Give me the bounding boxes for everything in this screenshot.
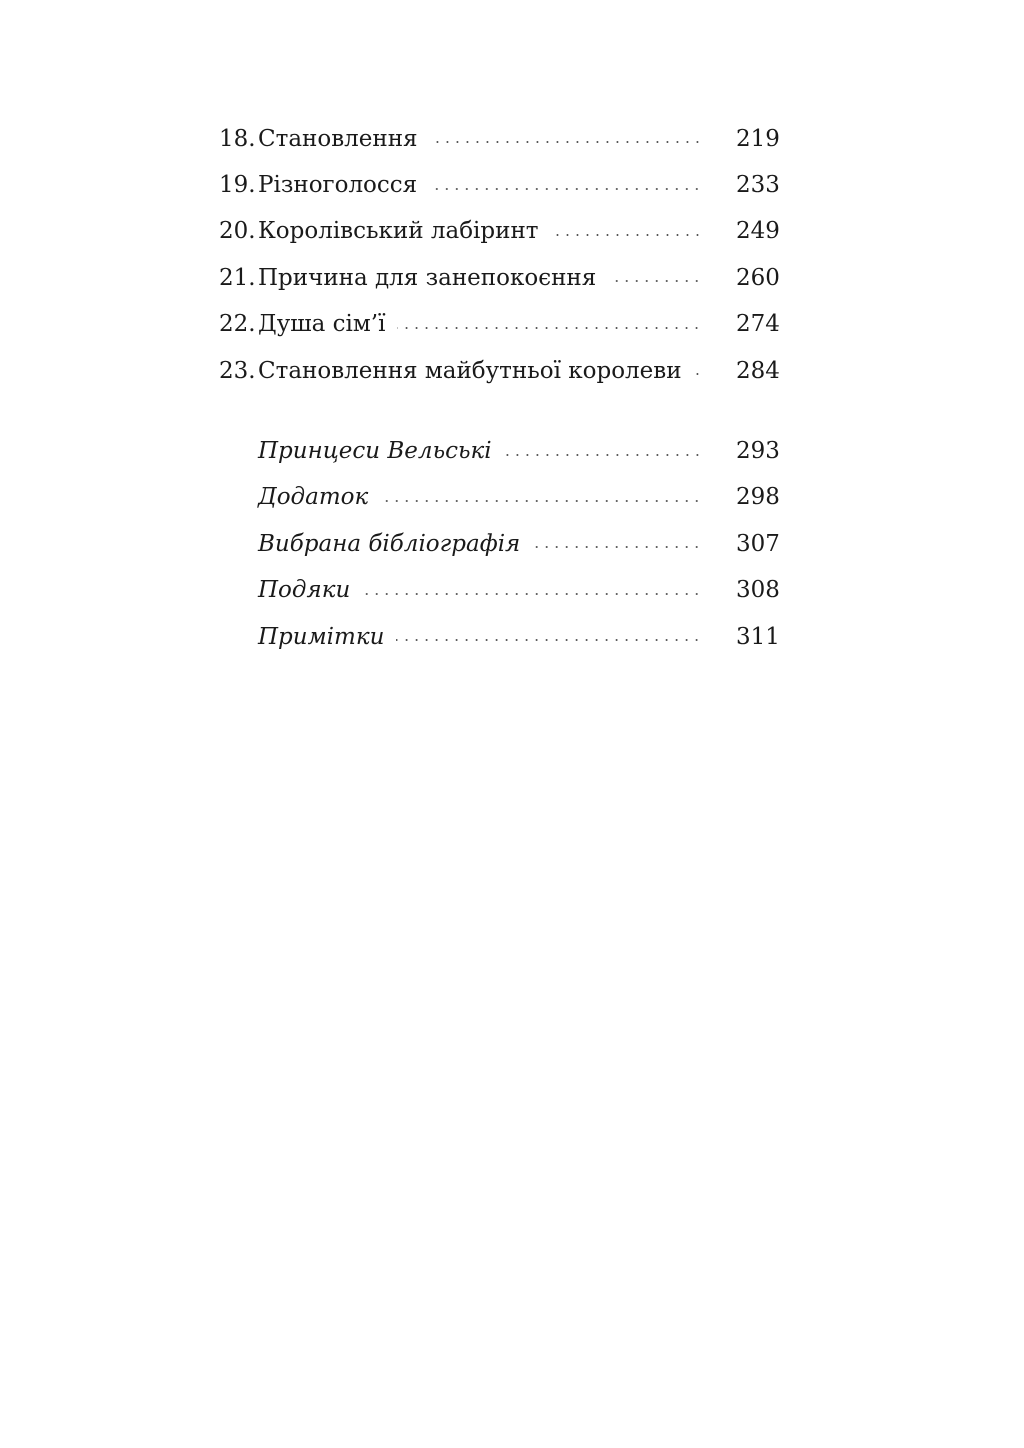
toc-entry-back-matter bbox=[219, 475, 780, 521]
toc-entry-chapter-22 bbox=[219, 302, 780, 348]
chapter-number: 19. bbox=[219, 172, 256, 199]
page-number: 308 bbox=[736, 577, 780, 604]
chapter-number: 21. bbox=[219, 264, 256, 291]
page-number: 274 bbox=[736, 311, 780, 338]
dot-leader bbox=[362, 593, 702, 595]
dot-leader bbox=[397, 327, 702, 329]
chapter-title: Становлення bbox=[258, 125, 418, 152]
back-matter-title: Примітки bbox=[258, 623, 385, 650]
chapter-title: Причина для занепокоєння bbox=[258, 264, 597, 291]
chapter-title: Душа сім’ї bbox=[258, 311, 386, 338]
page-number: 311 bbox=[736, 623, 780, 650]
back-matter-title: Принцеси Вельські bbox=[258, 438, 492, 465]
chapter-number: 23. bbox=[219, 357, 256, 384]
dot-leader bbox=[694, 373, 702, 375]
chapter-title: Королівський лабіринт bbox=[258, 218, 539, 245]
page-number: 219 bbox=[736, 125, 780, 152]
page-number: 284 bbox=[736, 357, 780, 384]
chapter-number: 18. bbox=[219, 125, 256, 152]
toc-entry-back-matter bbox=[219, 614, 780, 660]
page-number: 293 bbox=[736, 438, 780, 465]
back-matter-title: Вибрана бібліографія bbox=[258, 530, 521, 557]
chapter-title: Становлення майбутньої королеви bbox=[258, 357, 682, 384]
dot-leader bbox=[551, 234, 702, 236]
table-of-contents bbox=[219, 116, 780, 660]
toc-entry-back-matter bbox=[219, 521, 780, 567]
dot-leader bbox=[504, 454, 702, 456]
dot-leader bbox=[396, 639, 702, 641]
toc-entry-chapter-23 bbox=[219, 348, 780, 394]
page-number: 260 bbox=[736, 264, 780, 291]
page-number: 298 bbox=[736, 484, 780, 511]
dot-leader bbox=[532, 546, 702, 548]
page-number: 233 bbox=[736, 172, 780, 199]
toc-entry-chapter-18 bbox=[219, 116, 780, 162]
chapter-number: 20. bbox=[219, 218, 256, 245]
dot-leader bbox=[608, 280, 702, 282]
section-spacer bbox=[219, 394, 772, 428]
toc-entry-back-matter bbox=[219, 428, 780, 474]
back-matter-title: Подяки bbox=[258, 577, 351, 604]
toc-entry-chapter-21 bbox=[219, 255, 780, 301]
page-number: 307 bbox=[736, 530, 780, 557]
toc-entry-chapter-20 bbox=[219, 209, 780, 255]
chapter-number: 22. bbox=[219, 311, 256, 338]
chapter-title: Різноголосся bbox=[258, 172, 418, 199]
toc-entry-back-matter bbox=[219, 568, 780, 614]
dot-leader bbox=[380, 500, 702, 502]
back-matter-title: Додаток bbox=[258, 484, 369, 511]
page-number: 249 bbox=[736, 218, 780, 245]
dot-leader bbox=[429, 188, 702, 190]
toc-entry-chapter-19 bbox=[219, 162, 780, 208]
dot-leader bbox=[430, 141, 702, 143]
